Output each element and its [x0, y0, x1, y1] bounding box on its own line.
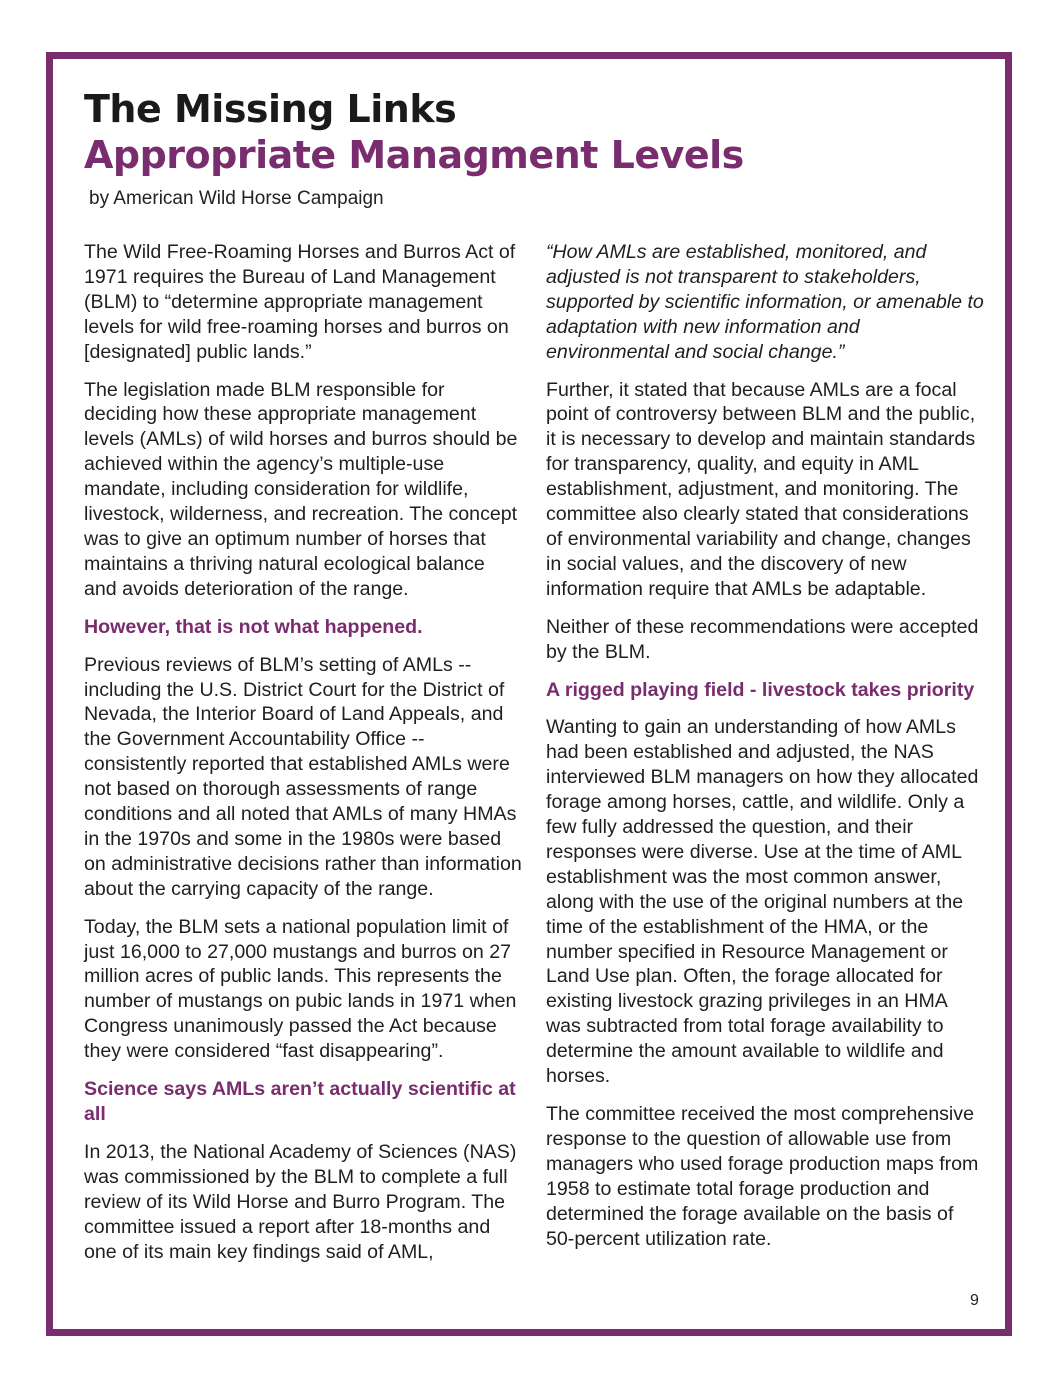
page-number: 9 — [970, 1292, 979, 1309]
quote-paragraph: “How AMLs are established, monitored, and adjusted is not transparent to stakeholders, supported by scientific information, or amenable to adaptation with new information and environmental and social change.” — [546, 241, 984, 363]
paragraph: Wanting to gain an understanding of how AMLs had been established and adjusted, the NAS interviewed BLM managers on how they allocated forage among horses, cattle, and wildlife. Only a few fully addressed the question, and their responses were diverse. Use at the time of AML establishment was the most common answer, along with the use of the original numbers at the time of the establishment of the HMA, or the number specified in Resource Management or Land Use plan. Often, the forage allocated for existing livestock grazing privileges in an HMA was subtracted from total forage availability to determine the amount available to wildlife and horses. — [546, 716, 979, 1088]
paragraph: In 2013, the National Academy of Sciences (NAS) was commissioned by the BLM to complete a full review of its Wild Horse and Burro Program. The committee issued a report after 18-months and one of its main key findings said of AML, — [84, 1140, 517, 1263]
page-subtitle: Appropriate Managment Levels — [84, 133, 744, 177]
paragraph: The committee received the most comprehensive response to the question of allowable use from managers who used forage production maps from 1958 to estimate total forage production and determined the forage available on the basis of 50-percent utilization rate. — [546, 1103, 979, 1250]
right-column — [546, 240, 984, 1264]
paragraph: Previous reviews of BLM’s setting of AMLs -- including the U.S. District Court for the District of Nevada, the Interior Board of Land Appeals, and the Government Accountability Office -- consistently reported that established AMLs were not based on thorough assessments of range conditions and all noted that AMLs of many HMAs in the 1970s and some in the 1980s were based on administrative decisions rather than information about the carrying capacity of the range. — [84, 653, 522, 900]
paragraph: Today, the BLM sets a national population limit of just 16,000 to 27,000 mustangs and burros on 27 million acres of public lands. This represents the number of mustangs on pubic lands in 1971 when Congress unanimously passed the Act because they were considered “fast disappearing”. — [84, 915, 517, 1063]
paragraph: The Wild Free-Roaming Horses and Burros Act of 1971 requires the Bureau of Land Management (BLM) to “determine appropriate management levels for wild free-roaming horses and burros on [designated] public lands.” — [84, 241, 516, 363]
paragraph: The legislation made BLM responsible for deciding how these appropriate management levels (AMLs) of wild horses and burros should be achieved within the agency’s multiple-use mandate, including consideration for wildlife, livestock, wilderness, and recreation. The concept was to give an optimum number of horses that maintains a thriving natural ecological balance and avoids deterioration of the range. — [84, 378, 518, 600]
byline: by American Wild Horse Campaign — [89, 188, 384, 209]
section-heading: A rigged playing field - livestock takes priority — [546, 678, 975, 701]
page-title: The Missing Links — [84, 87, 457, 131]
section-heading: Science says AMLs aren’t actually scientific at all — [84, 1078, 516, 1125]
paragraph: Further, it stated that because AMLs are a focal point of controversy between BLM and the public, it is necessary to develop and maintain standards for transparency, quality, and equity in AML establishment, adjustment, and monitoring. The committee also clearly stated that considerations of environmental variability and change, changes in social values, and the discovery of new information require that AMLs be adaptable. — [546, 378, 976, 600]
paragraph: Neither of these recommendations were accepted by the BLM. — [546, 615, 979, 663]
section-heading: However, that is not what happened. — [84, 615, 423, 638]
left-column — [84, 240, 522, 1277]
